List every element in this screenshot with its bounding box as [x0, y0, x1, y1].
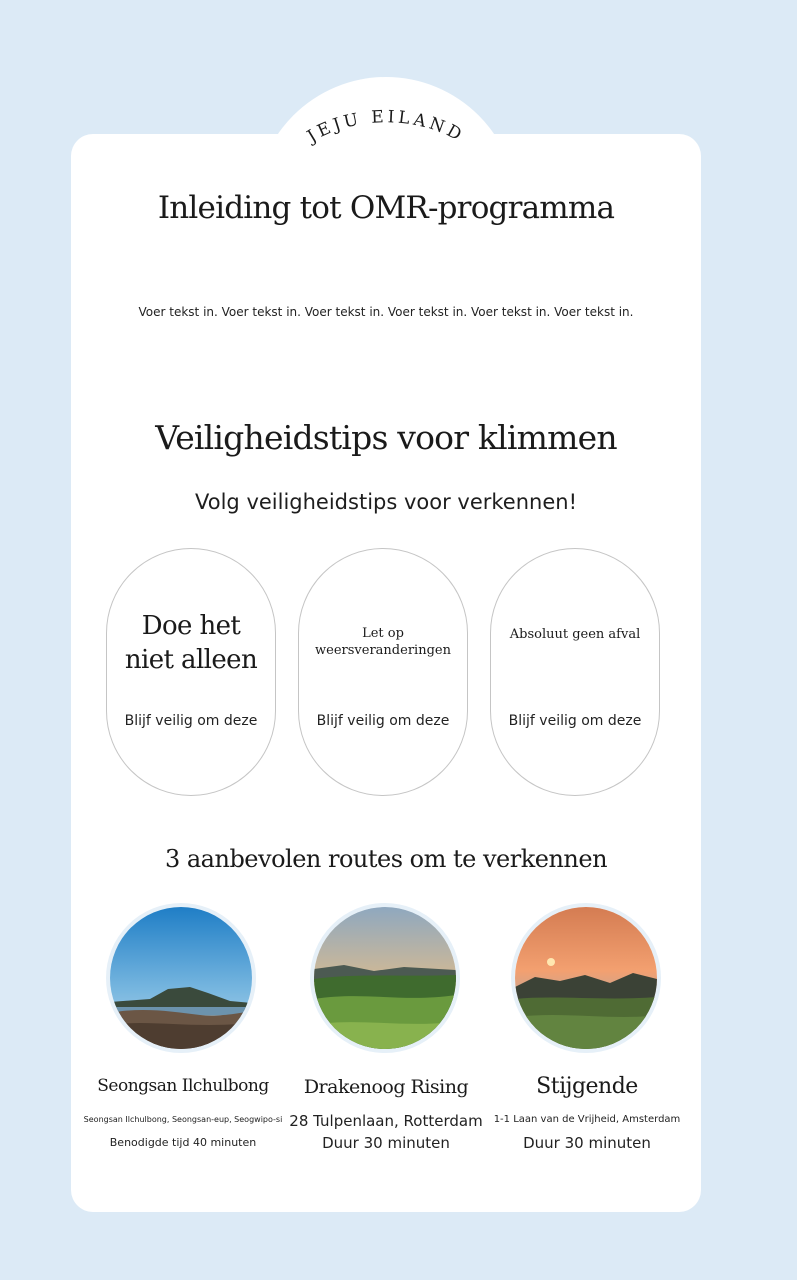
route-duration: Duur 30 minuten — [322, 1134, 450, 1152]
route-address: Seongsan Ilchulbong, Seongsan-eup, Seogwipo-si — [83, 1115, 283, 1124]
intro-text: Voer tekst in. Voer tekst in. Voer tekst in. Voer tekst in. Voer tekst in. Voer tekst in. — [138, 305, 634, 319]
safety-title: Veiligheidstips voor klimmen — [155, 418, 617, 457]
intro-title: Inleiding tot OMR-programma — [157, 190, 615, 226]
tip-card-weather — [298, 548, 468, 796]
route-address: 1-1 Laan van de Vrijheid, Amsterdam — [493, 1114, 681, 1125]
tip-card-no-waste — [490, 548, 660, 796]
svg-text:JEJU EILAND — [302, 107, 468, 148]
tip-body: Blijf veilig om deze — [508, 713, 642, 729]
route-name: Stijgende — [536, 1074, 638, 1099]
route-address: 28 Tulpenlaan, Rotterdam — [289, 1112, 483, 1130]
arc-title — [255, 82, 517, 162]
coastal-mountain-photo — [106, 903, 256, 1053]
routes-title: 3 aanbevolen routes om te verkennen — [164, 845, 608, 873]
arc-title-text: JEJU EILAND — [303, 107, 468, 147]
tip-heading-line1: Doe het — [141, 611, 241, 641]
tip-heading-line2: weersveranderingen — [315, 643, 451, 658]
tip-heading-line1: Let op — [362, 626, 404, 641]
tip-heading-line2: niet alleen — [124, 645, 258, 675]
route-name: Seongsan Ilchulbong — [97, 1076, 269, 1096]
tip-card-alone — [106, 548, 276, 796]
safety-subtitle: Volg veiligheidstips voor verkennen! — [195, 490, 577, 514]
route-duration: Benodigde tijd 40 minuten — [109, 1136, 257, 1149]
route-name: Drakenoog Rising — [303, 1076, 469, 1098]
tip-body: Blijf veilig om deze — [124, 713, 258, 729]
tip-body: Blijf veilig om deze — [316, 713, 450, 729]
sunrise-meadow-photo — [511, 903, 661, 1053]
tip-heading-line1: Absoluut geen afval — [509, 627, 641, 642]
route-duration: Duur 30 minuten — [523, 1134, 651, 1152]
green-hills-sunset-photo — [310, 903, 460, 1053]
